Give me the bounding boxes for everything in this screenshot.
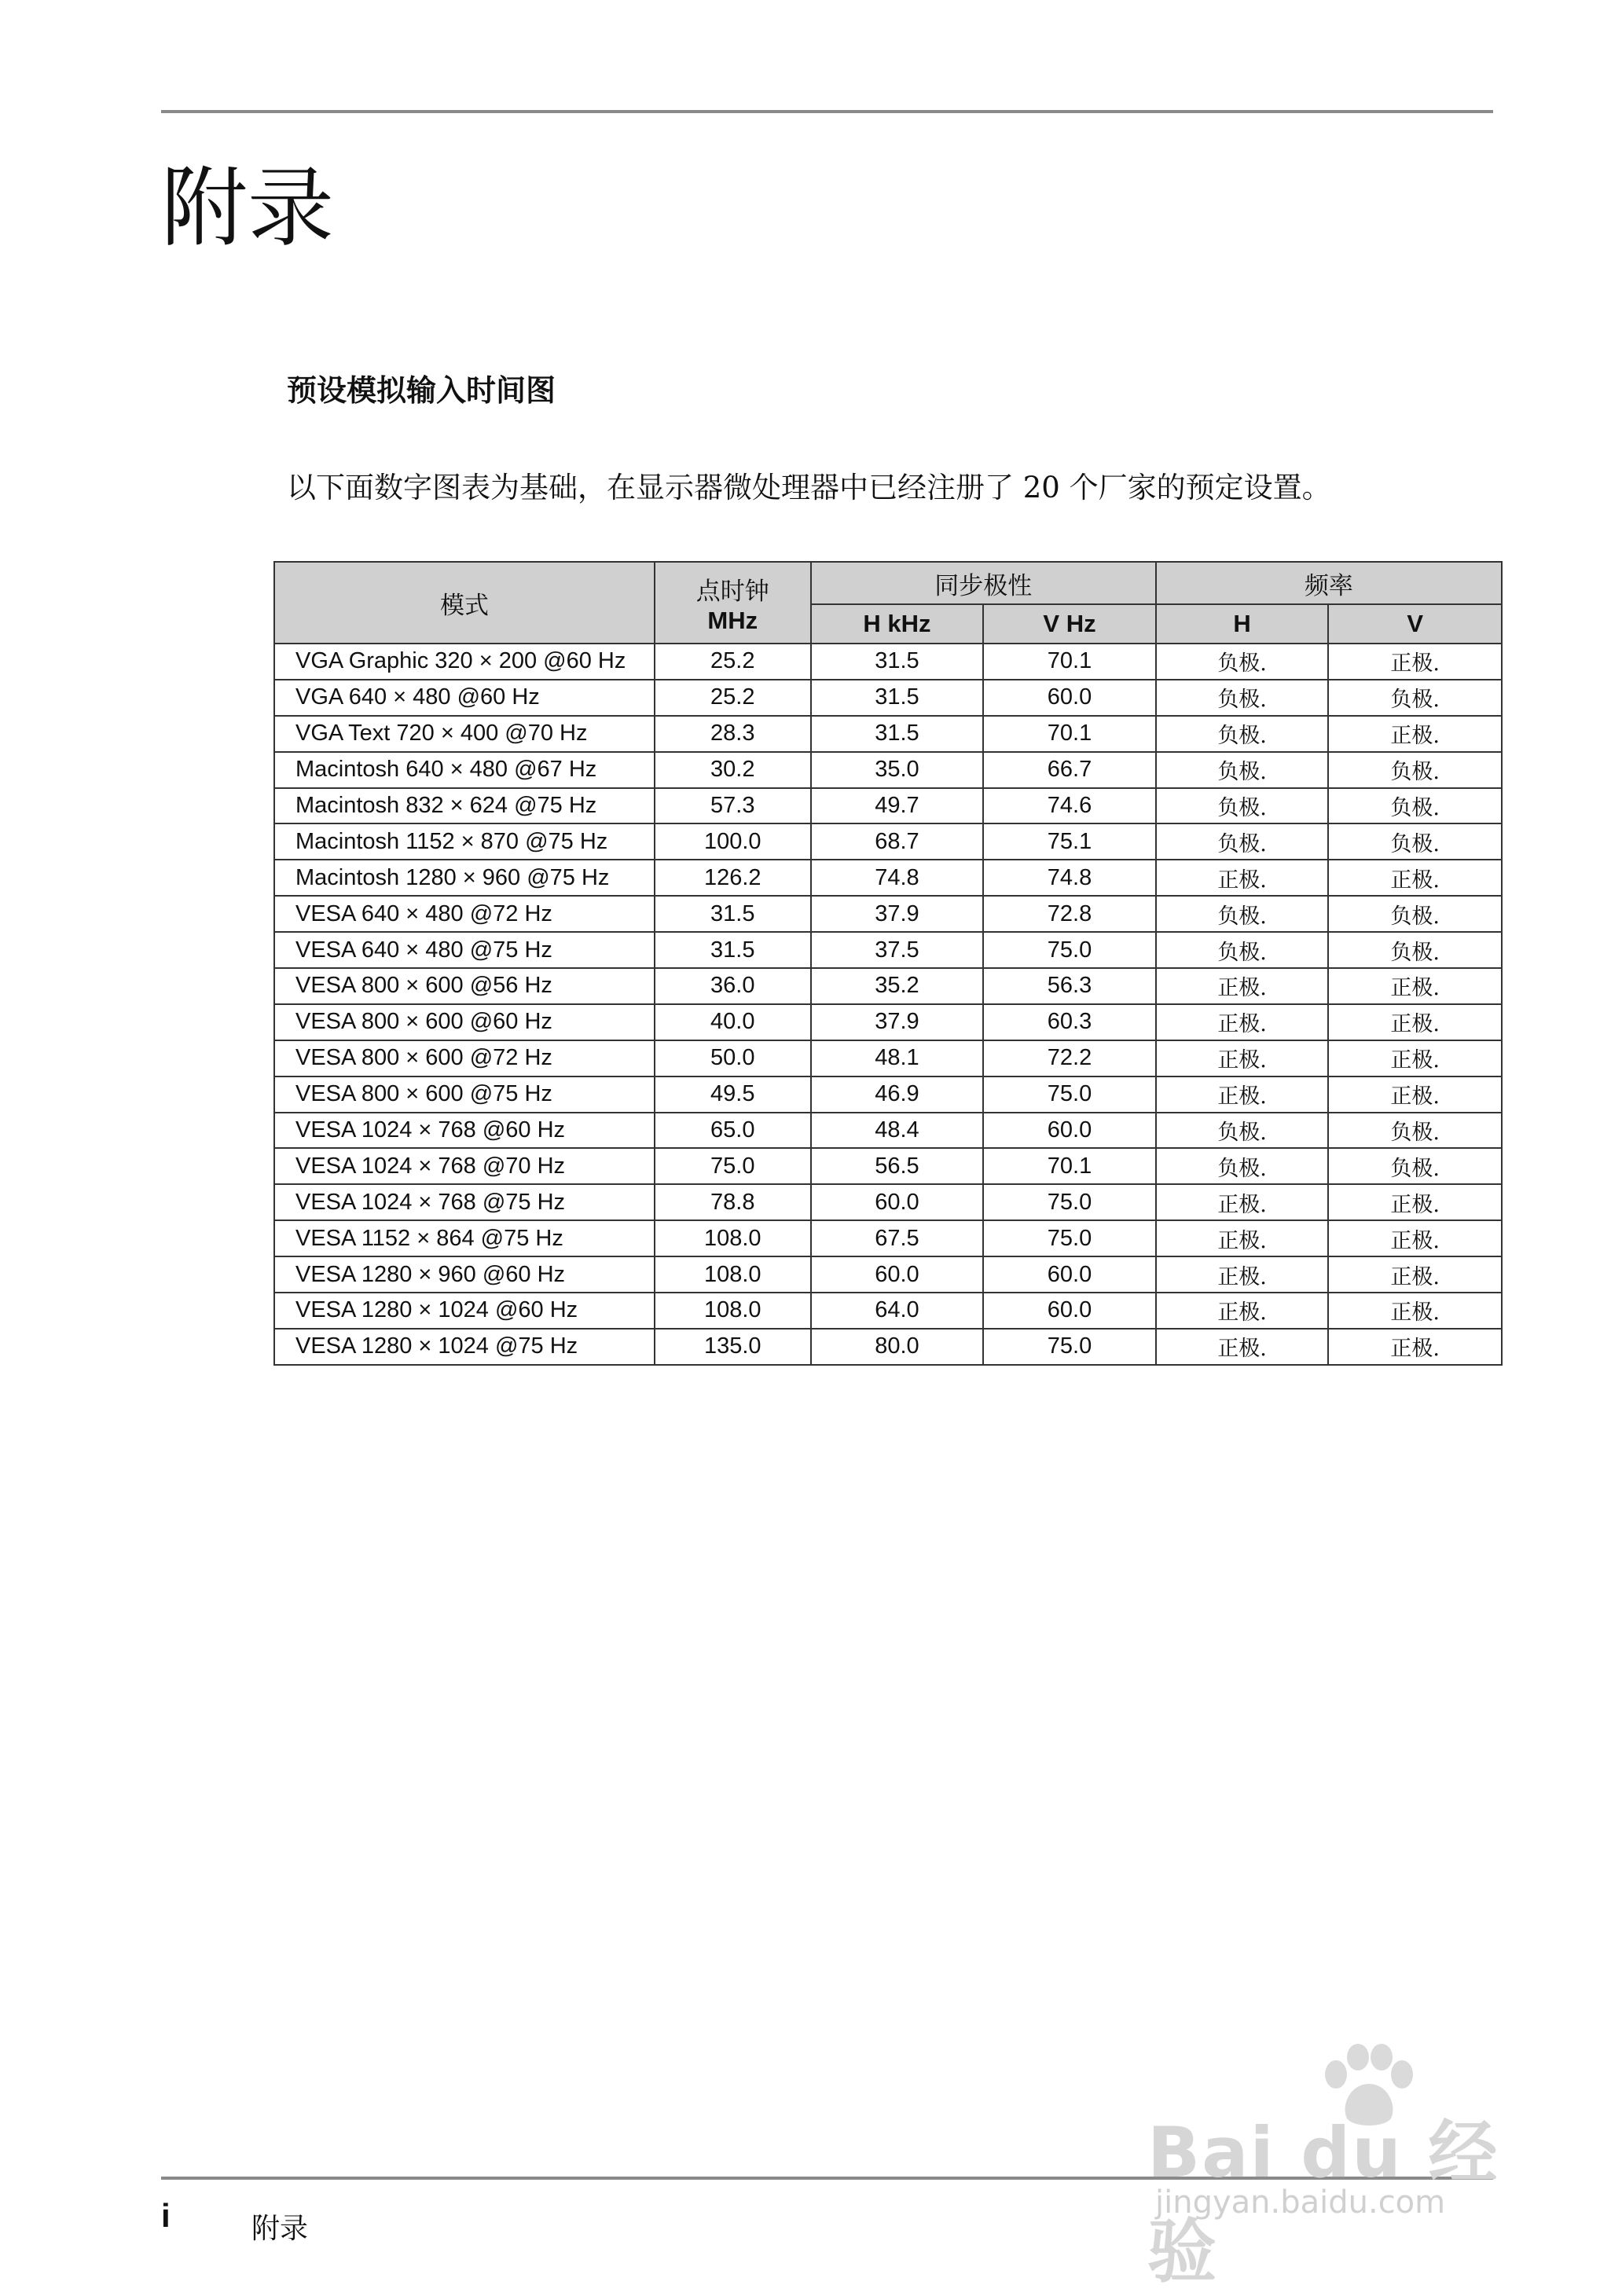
- table-row: [274, 932, 1502, 968]
- mode-cell: VESA 800 × 600 @56 Hz: [274, 968, 655, 1004]
- mode-cell: VESA 1024 × 768 @70 Hz: [274, 1148, 655, 1184]
- baidu-watermark: [1147, 2043, 1556, 2292]
- clock-cell: 36.0: [655, 968, 811, 1004]
- header-frequency: 频率: [1156, 562, 1502, 604]
- clock-cell: 28.3: [655, 716, 811, 752]
- h-polarity-cell: 正极.: [1156, 1040, 1329, 1076]
- h-polarity-cell: 正极.: [1156, 1329, 1329, 1365]
- header-clock-unit: MHz: [707, 606, 758, 634]
- clock-cell: 78.8: [655, 1184, 811, 1220]
- table-row: [274, 968, 1502, 1004]
- h-khz-cell: 80.0: [811, 1329, 984, 1365]
- v-polarity-cell: 负极.: [1328, 1148, 1502, 1184]
- v-polarity-cell: 正极.: [1328, 1329, 1502, 1365]
- v-polarity-cell: 正极.: [1328, 1220, 1502, 1256]
- v-polarity-cell: 负极.: [1328, 823, 1502, 860]
- clock-cell: 135.0: [655, 1329, 811, 1365]
- table-row: [274, 644, 1502, 680]
- v-hz-cell: 60.0: [983, 680, 1156, 716]
- v-polarity-cell: 负极.: [1328, 680, 1502, 716]
- header-v-hz: V Hz: [983, 604, 1156, 644]
- v-hz-cell: 60.3: [983, 1004, 1156, 1040]
- footer-label: 附录: [251, 2213, 309, 2245]
- mode-cell: VGA Text 720 × 400 @70 Hz: [274, 716, 655, 752]
- v-polarity-cell: 负极.: [1328, 896, 1502, 932]
- mode-cell: VESA 640 × 480 @72 Hz: [274, 896, 655, 932]
- v-hz-cell: 60.0: [983, 1113, 1156, 1149]
- h-polarity-cell: 正极.: [1156, 1293, 1329, 1329]
- h-khz-cell: 64.0: [811, 1293, 984, 1329]
- mode-cell: VGA Graphic 320 × 200 @60 Hz: [274, 644, 655, 680]
- h-polarity-cell: 负极.: [1156, 823, 1329, 860]
- v-hz-cell: 66.7: [983, 752, 1156, 788]
- v-hz-cell: 74.6: [983, 788, 1156, 824]
- v-hz-cell: 75.0: [983, 932, 1156, 968]
- v-hz-cell: 60.0: [983, 1293, 1156, 1329]
- table-row: [274, 1004, 1502, 1040]
- watermark-brand: Bai du 经验: [1147, 2112, 1499, 2292]
- h-khz-cell: 48.4: [811, 1113, 984, 1149]
- footer-page-number: i: [161, 2197, 171, 2234]
- table-row: [274, 1148, 1502, 1184]
- mode-cell: VESA 800 × 600 @60 Hz: [274, 1004, 655, 1040]
- timing-table-body: [274, 644, 1502, 1365]
- mode-cell: VESA 800 × 600 @72 Hz: [274, 1040, 655, 1076]
- table-row: [274, 860, 1502, 896]
- table-row: [274, 1040, 1502, 1076]
- v-hz-cell: 75.0: [983, 1076, 1156, 1113]
- clock-cell: 31.5: [655, 932, 811, 968]
- h-polarity-cell: 负极.: [1156, 752, 1329, 788]
- h-khz-cell: 37.9: [811, 1004, 984, 1040]
- mode-cell: VESA 640 × 480 @75 Hz: [274, 932, 655, 968]
- h-khz-cell: 46.9: [811, 1076, 984, 1113]
- mode-cell: Macintosh 640 × 480 @67 Hz: [274, 752, 655, 788]
- h-polarity-cell: 正极.: [1156, 1184, 1329, 1220]
- v-hz-cell: 75.1: [983, 823, 1156, 860]
- v-hz-cell: 70.1: [983, 716, 1156, 752]
- v-polarity-cell: 正极.: [1328, 1004, 1502, 1040]
- h-polarity-cell: 正极.: [1156, 968, 1329, 1004]
- v-polarity-cell: 正极.: [1328, 1293, 1502, 1329]
- h-polarity-cell: 负极.: [1156, 896, 1329, 932]
- clock-cell: 126.2: [655, 860, 811, 896]
- h-polarity-cell: 负极.: [1156, 1148, 1329, 1184]
- mode-cell: VESA 1024 × 768 @60 Hz: [274, 1113, 655, 1149]
- clock-cell: 25.2: [655, 680, 811, 716]
- clock-cell: 50.0: [655, 1040, 811, 1076]
- mode-cell: VGA 640 × 480 @60 Hz: [274, 680, 655, 716]
- table-row: [274, 1113, 1502, 1149]
- mode-cell: Macintosh 1152 × 870 @75 Hz: [274, 823, 655, 860]
- clock-cell: 108.0: [655, 1220, 811, 1256]
- timing-table: [273, 561, 1503, 1366]
- header-mode: 模式: [274, 562, 655, 644]
- clock-cell: 49.5: [655, 1076, 811, 1113]
- v-hz-cell: 74.8: [983, 860, 1156, 896]
- v-hz-cell: 75.0: [983, 1220, 1156, 1256]
- table-row: [274, 896, 1502, 932]
- table-row: [274, 752, 1502, 788]
- v-polarity-cell: 正极.: [1328, 1076, 1502, 1113]
- v-polarity-cell: 负极.: [1328, 932, 1502, 968]
- h-khz-cell: 67.5: [811, 1220, 984, 1256]
- v-polarity-cell: 正极.: [1328, 1256, 1502, 1293]
- clock-cell: 100.0: [655, 823, 811, 860]
- v-polarity-cell: 正极.: [1328, 644, 1502, 680]
- h-khz-cell: 74.8: [811, 860, 984, 896]
- h-polarity-cell: 负极.: [1156, 716, 1329, 752]
- v-hz-cell: 75.0: [983, 1184, 1156, 1220]
- watermark-url: jingyan.baidu.com: [1155, 2184, 1446, 2221]
- table-row: [274, 823, 1502, 860]
- section-heading: 预设模拟输入时间图: [287, 373, 556, 408]
- h-polarity-cell: 负极.: [1156, 680, 1329, 716]
- clock-cell: 40.0: [655, 1004, 811, 1040]
- table-row: [274, 788, 1502, 824]
- v-polarity-cell: 正极.: [1328, 1040, 1502, 1076]
- h-polarity-cell: 正极.: [1156, 1256, 1329, 1293]
- h-khz-cell: 49.7: [811, 788, 984, 824]
- v-polarity-cell: 负极.: [1328, 1113, 1502, 1149]
- h-khz-cell: 37.5: [811, 932, 984, 968]
- header-h-khz: H kHz: [811, 604, 984, 644]
- table-row: [274, 1256, 1502, 1293]
- v-polarity-cell: 负极.: [1328, 752, 1502, 788]
- h-polarity-cell: 负极.: [1156, 644, 1329, 680]
- h-polarity-cell: 正极.: [1156, 1076, 1329, 1113]
- h-khz-cell: 48.1: [811, 1040, 984, 1076]
- clock-cell: 30.2: [655, 752, 811, 788]
- clock-cell: 65.0: [655, 1113, 811, 1149]
- header-h: H: [1156, 604, 1329, 644]
- clock-cell: 57.3: [655, 788, 811, 824]
- v-hz-cell: 72.2: [983, 1040, 1156, 1076]
- table-row: [274, 1184, 1502, 1220]
- table-row: [274, 1076, 1502, 1113]
- top-divider: [161, 110, 1493, 113]
- intro-paragraph: 以下面数字图表为基础，在显示器微处理器中已经注册了 20 个厂家的预定设置。: [287, 471, 1331, 504]
- mode-cell: VESA 1280 × 1024 @75 Hz: [274, 1329, 655, 1365]
- h-polarity-cell: 负极.: [1156, 1113, 1329, 1149]
- h-khz-cell: 31.5: [811, 680, 984, 716]
- v-hz-cell: 72.8: [983, 896, 1156, 932]
- h-khz-cell: 60.0: [811, 1256, 984, 1293]
- v-polarity-cell: 正极.: [1328, 716, 1502, 752]
- v-hz-cell: 75.0: [983, 1329, 1156, 1365]
- table-row: [274, 1293, 1502, 1329]
- clock-cell: 108.0: [655, 1256, 811, 1293]
- v-hz-cell: 70.1: [983, 644, 1156, 680]
- v-polarity-cell: 正极.: [1328, 1184, 1502, 1220]
- table-row: [274, 1220, 1502, 1256]
- h-polarity-cell: 正极.: [1156, 1220, 1329, 1256]
- clock-cell: 31.5: [655, 896, 811, 932]
- table-row: [274, 716, 1502, 752]
- table-row: [274, 1329, 1502, 1365]
- h-khz-cell: 37.9: [811, 896, 984, 932]
- h-polarity-cell: 正极.: [1156, 860, 1329, 896]
- h-khz-cell: 31.5: [811, 716, 984, 752]
- v-hz-cell: 70.1: [983, 1148, 1156, 1184]
- header-sync-polarity: 同步极性: [811, 562, 1156, 604]
- mode-cell: Macintosh 832 × 624 @75 Hz: [274, 788, 655, 824]
- h-khz-cell: 68.7: [811, 823, 984, 860]
- h-khz-cell: 35.0: [811, 752, 984, 788]
- mode-cell: VESA 1280 × 960 @60 Hz: [274, 1256, 655, 1293]
- v-polarity-cell: 正极.: [1328, 968, 1502, 1004]
- header-v: V: [1328, 604, 1502, 644]
- h-khz-cell: 31.5: [811, 644, 984, 680]
- h-khz-cell: 60.0: [811, 1184, 984, 1220]
- v-hz-cell: 60.0: [983, 1256, 1156, 1293]
- mode-cell: VESA 1280 × 1024 @60 Hz: [274, 1293, 655, 1329]
- clock-cell: 108.0: [655, 1293, 811, 1329]
- header-clock: [655, 562, 811, 644]
- v-hz-cell: 56.3: [983, 968, 1156, 1004]
- v-polarity-cell: 负极.: [1328, 788, 1502, 824]
- table-row: [274, 680, 1502, 716]
- mode-cell: VESA 800 × 600 @75 Hz: [274, 1076, 655, 1113]
- mode-cell: VESA 1024 × 768 @75 Hz: [274, 1184, 655, 1220]
- clock-cell: 25.2: [655, 644, 811, 680]
- header-clock-label: 点时钟: [695, 577, 769, 605]
- mode-cell: VESA 1152 × 864 @75 Hz: [274, 1220, 655, 1256]
- clock-cell: 75.0: [655, 1148, 811, 1184]
- page-title: 附录: [161, 158, 334, 259]
- h-polarity-cell: 正极.: [1156, 1004, 1329, 1040]
- h-khz-cell: 56.5: [811, 1148, 984, 1184]
- h-polarity-cell: 负极.: [1156, 932, 1329, 968]
- mode-cell: Macintosh 1280 × 960 @75 Hz: [274, 860, 655, 896]
- h-polarity-cell: 负极.: [1156, 788, 1329, 824]
- h-khz-cell: 35.2: [811, 968, 984, 1004]
- v-polarity-cell: 正极.: [1328, 860, 1502, 896]
